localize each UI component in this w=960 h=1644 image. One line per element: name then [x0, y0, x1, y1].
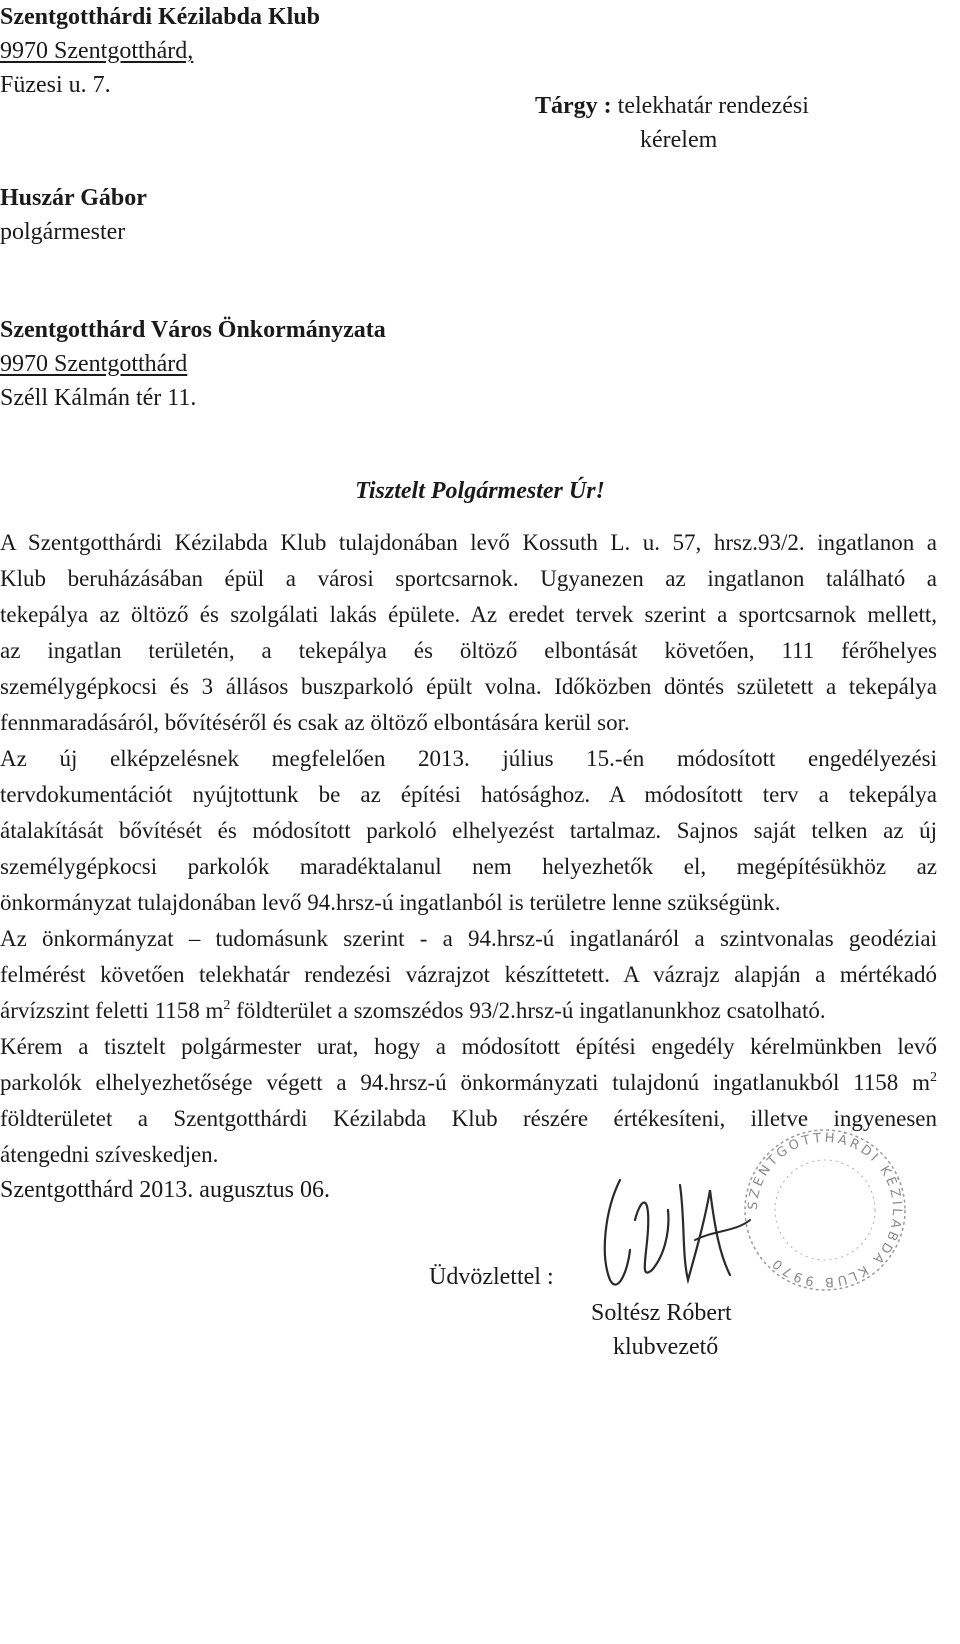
- signer-role: klubvezető: [613, 1334, 719, 1360]
- recipient-org-name: Szentgotthárd Város Önkormányzata: [0, 317, 386, 343]
- subject-text-1: telekhatár rendezési: [617, 93, 809, 119]
- recipient-person-block: [0, 181, 147, 249]
- body-line: fennmaradásáról, bővítéséről és csak az öltöző elbontására kerül sor.: [0, 710, 630, 735]
- body-line-area-2-text: parkolók elhelyezhetősége végett a 94.hrsz-ú önkormányzati tulajdonú ingatlanukból 1158 m: [0, 1070, 930, 1095]
- body-line-area-tail: földterület a szomszédos 93/2.hrsz-ú ingatlanunkhoz csatolható.: [230, 998, 826, 1023]
- body-line: személygépkocsi és 3 állásos buszparkoló épült volna. Időközben döntés született a tekepálya: [0, 674, 937, 699]
- body-line: Klub beruházásában épül a városi sportcsarnok. Ugyanezen az ingatlanon található a: [0, 566, 937, 591]
- body-line: önkormányzat tulajdonában levő 94.hrsz-ú ingatlanból is területre lenne szükségünk.: [0, 890, 781, 915]
- sender-street: Füzesi u. 7.: [0, 72, 111, 98]
- body-line: felmérést követően telekhatár rendezési vázrajzot készíttetett. A vázrajz alapján a mértékadó: [0, 962, 937, 987]
- body-line: Kérem a tisztelt polgármester urat, hogy a módosított építési engedély kérelmünkben levő: [0, 1034, 937, 1059]
- body-line: földterületet a Szentgotthárdi Kézilabda Klub részére értékesíteni, illetve ingyenesen: [0, 1106, 937, 1131]
- stamp-text: SZENTGOTTHÁRDI KÉZILABDA KLUB 9970: [745, 1130, 905, 1290]
- body-line: tervdokumentációt nyújtottunk be az építési hatósághoz. A módosított terv a tekepálya: [0, 782, 937, 807]
- body-line-area-2: [0, 1065, 937, 1101]
- body-line-area: [0, 993, 937, 1029]
- body-line: átengedni szíveskedjen.: [0, 1142, 219, 1167]
- subject-line: [535, 89, 809, 123]
- body-line: Az önkormányzat – tudomásunk szerint - a 94.hrsz-ú ingatlanáról a szintvonalas geodéziai: [0, 926, 937, 951]
- sender-name: Szentgotthárdi Kézilabda Klub: [0, 4, 321, 30]
- recipient-org-street: Széll Kálmán tér 11.: [0, 385, 197, 411]
- sender-block: [0, 0, 320, 102]
- sender-city: 9970 Szentgotthárd,: [0, 38, 194, 64]
- subject-label: Tárgy :: [535, 93, 612, 119]
- body-line-area-head: árvízszint feletti 1158 m: [0, 998, 224, 1023]
- recipient-title: polgármester: [0, 219, 126, 245]
- salutation: Tisztelt Polgármester Úr!: [355, 478, 605, 504]
- letter-body: [0, 525, 960, 1173]
- superscript-2: 2: [930, 1070, 937, 1085]
- signer-block: [591, 1296, 732, 1364]
- body-line: az ingatlan területén, a tekepálya és öltöző elbontását követően, 111 férőhelyes: [0, 638, 937, 663]
- recipient-name: Huszár Gábor: [0, 185, 147, 211]
- place-date: Szentgotthárd 2013. augusztus 06.: [0, 1177, 330, 1203]
- subject-block: [535, 89, 809, 157]
- body-line: A Szentgotthárdi Kézilabda Klub tulajdonában levő Kossuth L. u. 57, hrsz.93/2. ingatlanon a: [0, 530, 937, 555]
- body-line: Az új elképzelésnek megfelelően 2013. július 15.-én módosított engedélyezési: [0, 746, 937, 771]
- recipient-org-city: 9970 Szentgotthárd: [0, 351, 188, 377]
- subject-text-2: kérelem: [640, 127, 718, 153]
- signer-name: Soltész Róbert: [591, 1300, 732, 1326]
- closing-greeting: Üdvözlettel :: [429, 1264, 554, 1290]
- body-line: átalakítását bővítését és módosított parkoló elhelyezést tartalmaz. Sajnos saját telken az új: [0, 818, 937, 843]
- handwritten-signature: [590, 1160, 770, 1300]
- body-line: tekepálya az öltöző és szolgálati lakás épülete. Az eredet tervek szerint a sportcsarnok mellett,: [0, 602, 937, 627]
- body-line: személygépkocsi parkolók maradéktalanul nem helyezhetők el, megépítésükhöz az: [0, 854, 937, 879]
- recipient-org-block: [0, 313, 386, 415]
- superscript-2: 2: [223, 998, 231, 1013]
